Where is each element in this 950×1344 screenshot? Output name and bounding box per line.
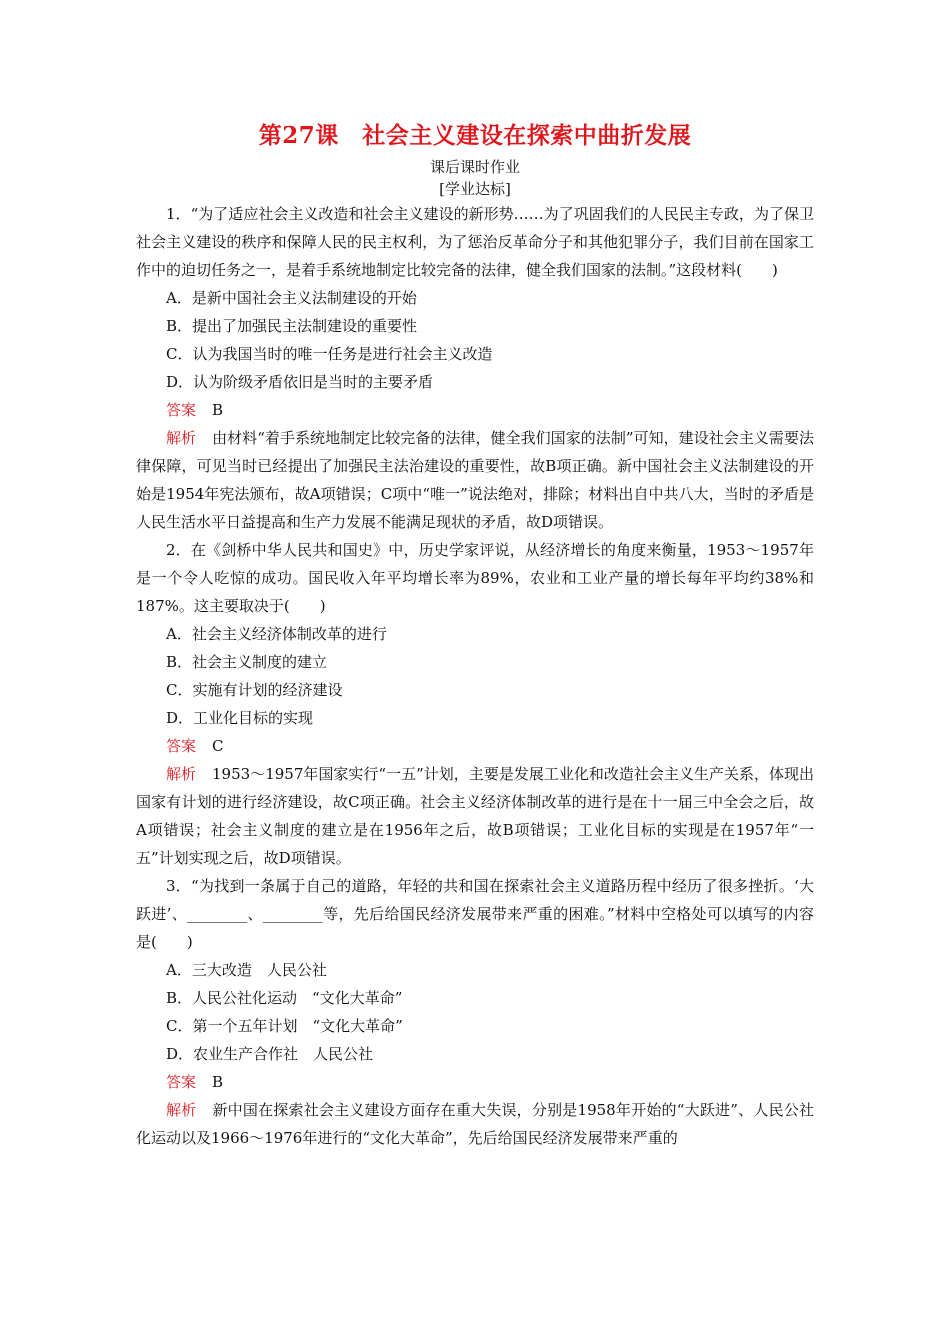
analysis-line [136, 424, 814, 536]
analysis-line [136, 760, 814, 872]
option-a: A．是新中国社会主义法制建设的开始 [166, 289, 417, 307]
option-d: D．工业化目标的实现 [166, 709, 314, 727]
answer-line [136, 732, 814, 760]
answer-label: 答案 [166, 737, 197, 755]
question-2 [136, 536, 814, 872]
option-b: B．人民公社化运动 “文化大革命” [166, 989, 403, 1007]
option-b: B．提出了加强民主法制建设的重要性 [166, 317, 418, 335]
analysis-label: 解析 [166, 765, 197, 783]
document-page [136, 118, 814, 1152]
analysis-text: 由材料“着手系统地制定比较完备的法律，健全我们国家的法制”可知，建设社会主义需要法律保障，可见当时已经提出了加强民主法治建设的重要性，故B项正确。新中国社会主义法制建设的开始是1954年宪法颁布，故A项错误；C项中“唯一”说法绝对，排除；材料出自中共八大，当时的矛盾是人民生活水平日益提高和生产力发展不能满足现状的矛盾，故D项错误。 [136, 429, 814, 531]
question-stem: 3．“为找到一条属于自己的道路，年轻的共和国在探索社会主义道路历程中经历了很多挫折。‘大跃进’、________、________等，先后给国民经济发展带来严重的困难。”材料中空格处可以填写的内容是( ) [136, 877, 814, 951]
lesson-title: 第27课 社会主义建设在探索中曲折发展 [258, 122, 692, 149]
lesson-subtitle: 课后课时作业 [429, 158, 520, 176]
answer-label: 答案 [166, 1073, 197, 1091]
answer-label: 答案 [166, 401, 197, 419]
option-c: C．认为我国当时的唯一任务是进行社会主义改造 [166, 345, 493, 363]
option-c: C．实施有计划的经济建设 [166, 681, 343, 699]
question-stem: 2．在《剑桥中华人民共和国史》中，历史学家评说，从经济增长的角度来衡量，1953～1957年是一个令人吃惊的成功。国民收入年平均增长率为89%，农业和工业产量的增长每年平均约38%和187%。这主要取决于( ) [136, 541, 814, 615]
answer-line [136, 396, 814, 424]
question-stem: 1．“为了适应社会主义改造和社会主义建设的新形势……为了巩固我们的人民民主专政，为了保卫社会主义建设的秩序和保障人民的民主权利，为了惩治反革命分子和其他犯罪分子，我们目前在国家工作中的迫切任务之一，是着手系统地制定比较完备的法律，健全我们国家的法制。”这段材料( ) [136, 205, 814, 279]
option-a: A．社会主义经济体制改革的进行 [166, 625, 387, 643]
answer-value: C [212, 737, 224, 755]
question-3 [136, 872, 814, 1152]
analysis-label: 解析 [166, 1101, 197, 1119]
analysis-text: 1953～1957年国家实行“一五”计划，主要是发展工业化和改造社会主义生产关系，体现出国家有计划的进行经济建设，故C项正确。社会主义经济体制改革的进行是在十一届三中全会之后，故A项错误；社会主义制度的建立是在1956年之后，故B项错误；工业化目标的实现是在1957年“一五”计划实现之后，故D项错误。 [136, 765, 814, 867]
option-d: D．农业生产合作社 人民公社 [166, 1045, 374, 1063]
analysis-line [136, 1096, 814, 1152]
section-heading: [学业达标] [439, 180, 511, 198]
option-d: D．认为阶级矛盾依旧是当时的主要矛盾 [166, 373, 434, 391]
option-c: C．第一个五年计划 “文化大革命” [166, 1017, 403, 1035]
option-b: B．社会主义制度的建立 [166, 653, 328, 671]
option-a: A．三大改造 人民公社 [166, 961, 327, 979]
analysis-text: 新中国在探索社会主义建设方面存在重大失误，分别是1958年开始的“大跃进”、人民公社化运动以及1966～1976年进行的“文化大革命”，先后给国民经济发展带来严重的 [136, 1101, 814, 1147]
answer-value: B [212, 1073, 224, 1091]
question-1 [136, 200, 814, 536]
analysis-label: 解析 [166, 429, 197, 447]
answer-value: B [212, 401, 224, 419]
answer-line [136, 1068, 814, 1096]
